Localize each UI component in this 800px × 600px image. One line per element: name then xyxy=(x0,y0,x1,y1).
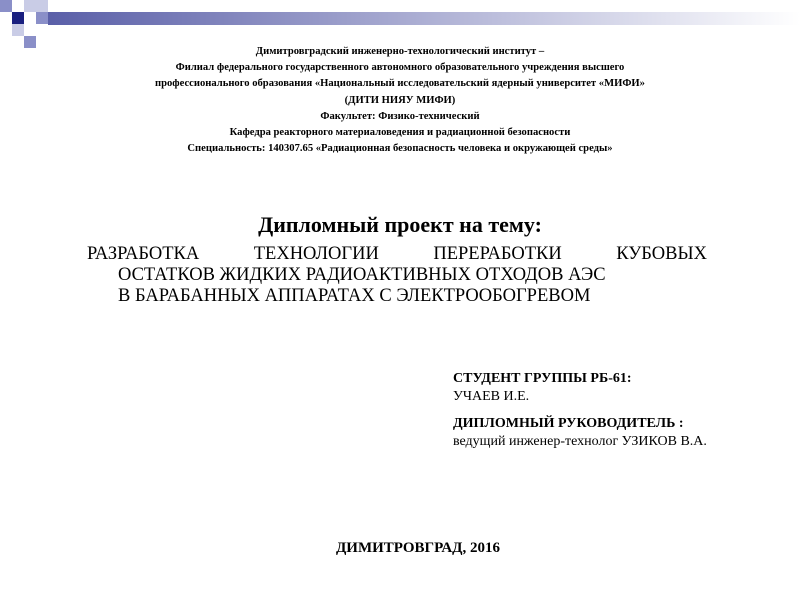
header-line: Факультет: Физико-технический xyxy=(320,110,480,122)
header-line: профессионального образования «Национальный исследовательский ядерный университет «МИФИ» xyxy=(155,78,645,90)
student-name: УЧАЕВ И.Е. xyxy=(453,389,530,404)
topic-line: ОСТАТКОВ ЖИДКИХ РАДИОАКТИВНЫХ ОТХОДОВ АЭС xyxy=(118,265,606,285)
decor-square xyxy=(0,0,12,12)
supervisor-name: ведущий инженер-технолог УЗИКОВ В.А. xyxy=(453,434,707,449)
decor-square xyxy=(24,36,36,48)
project-topic xyxy=(87,244,707,307)
topic-line: РАЗРАБОТКА ТЕХНОЛОГИИ ПЕРЕРАБОТКИ КУБОВЫХ xyxy=(87,244,707,264)
corner-decoration xyxy=(0,0,800,50)
institution-header xyxy=(40,44,760,157)
decor-square xyxy=(12,12,24,24)
author-info xyxy=(453,370,707,451)
header-line: Филиал федерального государственного автономного образовательного учреждения высшего xyxy=(175,62,625,74)
header-line: Димитровградский инженерно-технологический институт – xyxy=(255,46,545,57)
project-heading: Дипломный проект на тему: xyxy=(258,212,542,237)
decor-square xyxy=(24,0,36,12)
header-line: Кафедра реакторного материаловедения и радиационной безопасности xyxy=(229,127,571,139)
decor-square xyxy=(36,0,48,12)
decor-square xyxy=(36,12,48,24)
decor-square xyxy=(12,24,24,36)
supervisor-label: ДИПЛОМНЫЙ РУКОВОДИТЕЛЬ : xyxy=(453,416,684,431)
header-line: (ДИТИ НИЯУ МИФИ) xyxy=(344,94,456,106)
student-label: СТУДЕНТ ГРУППЫ РБ-61: xyxy=(453,371,632,386)
city-year: ДИМИТРОВГРАД, 2016 xyxy=(335,540,500,556)
decor-gradient-bar xyxy=(48,12,800,25)
header-line: Специальность: 140307.65 «Радиационная безопасность человека и окружающей среды» xyxy=(187,143,613,155)
topic-line: В БАРАБАННЫХ АППАРАТАХ С ЭЛЕКТРООБОГРЕВОМ xyxy=(118,286,591,306)
